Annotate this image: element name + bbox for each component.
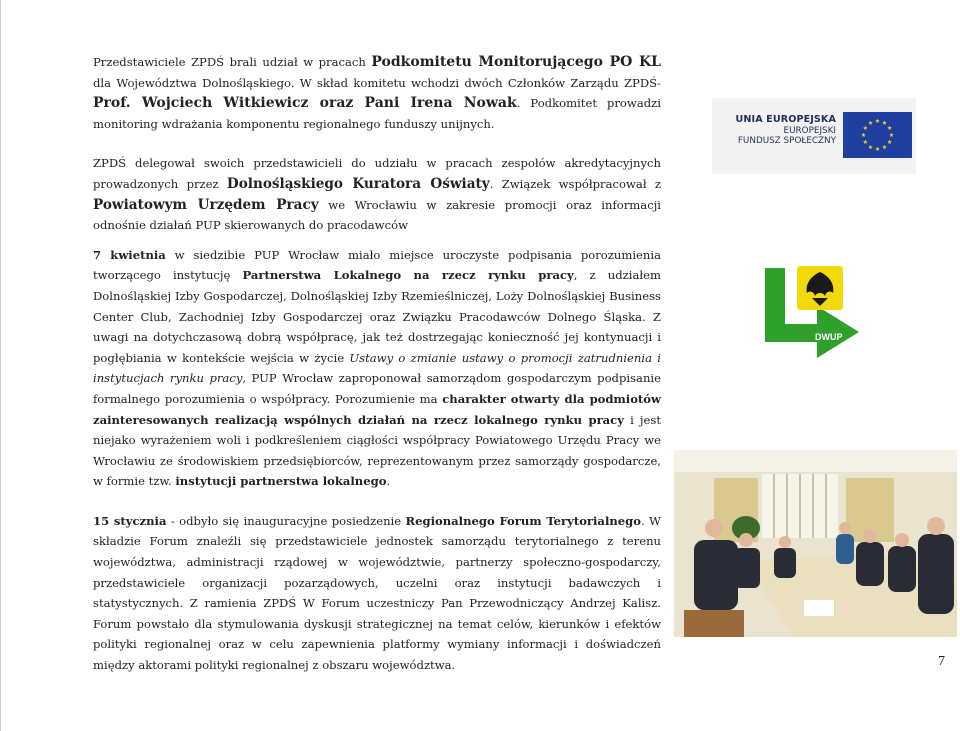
text-run: i jest niejako wyrażeniem woli i podkreśleniem ciągłości współpracy Powiatowego Urzędu Pracy we Wrocławiu ze środowiskiem przedsiębiorców, reprezentowanym przez samorządy gospodarcze, w formie tzw. — [93, 412, 661, 489]
paragraph-kurator — [93, 153, 661, 235]
eu-logo-line2: EUROPEJSKI — [783, 125, 836, 136]
italic-run: Ustawy o zmianie ustawy o promocji zatrudnienia i instytucjach rynku pracy — [93, 350, 661, 386]
paragraph-podkomitet — [93, 52, 661, 134]
text-run: - odbyło się inauguracyjne posiedzenie — [166, 513, 406, 528]
bold-run: Powiatowym Urzędem Pracy — [93, 196, 319, 213]
text-run: . Związek współpracował z — [489, 176, 661, 191]
article-text — [93, 52, 661, 676]
text-run: , z udziałem Dolnośląskiej Izby Gospodarczej, Dolnośląskiej Izby Rzemieślniczej, Loży Dolnośląskiej Business Center Club, Zachodniej Izby Gospodarczej oraz Związku Pracodawców Dolnego Śląska. Z uwagi na dotychczasową dobrą współpracę, jak też dostrzegając konieczność jej kontynuacji i pogłębiania w kontekście wejścia w życie — [93, 268, 661, 365]
eu-logo-text — [726, 115, 836, 147]
page-number: 7 — [938, 654, 945, 669]
dwup-logo — [765, 262, 860, 362]
eu-logo-line3: FUNDUSZ SPOŁECZNY — [737, 136, 836, 146]
meeting-photo — [674, 450, 957, 637]
bold-run: 7 kwietnia — [93, 247, 166, 262]
text-run: ZPDŚ delegował swoich przedstawicieli do udziału w pracach zespołów akredytacyjnych prowadzonych przez — [93, 156, 661, 191]
text-run: we Wrocławiu w zakresie promocji oraz informacji odnośnie działań PUP skierowanych do pracodawców — [93, 197, 661, 233]
bold-run: Prof. Wojciech Witkiewicz oraz Pani Irena Nowak — [93, 95, 517, 112]
bold-run: Partnerstwa Lokalnego na rzecz rynku pracy — [242, 268, 574, 283]
bold-run: Regionalnego Forum Terytorialnego — [405, 513, 641, 528]
eu-flag-icon — [843, 112, 912, 158]
eu-logo-line1: UNIA EUROPEJSKA — [735, 114, 836, 125]
text-run: Przedstawiciele ZPDŚ brali udział w pracach — [93, 55, 372, 69]
text-run: , PUP Wrocław zaproponował samorządom gospodarczym podpisanie formalnego porozumienia o współpracy. Porozumienie ma — [93, 371, 661, 406]
eu-social-fund-logo — [712, 98, 916, 174]
text-run: . Podkomitet prowadzi monitoring wdrażania komponentu regionalnego funduszy unijnych. — [93, 96, 661, 131]
bold-run: charakter otwarty dla podmiotów zainteresowanych realizacją wspólnych działań na rzecz lokalnego rynku pracy — [93, 391, 661, 427]
paragraph-partnerstwo — [93, 245, 661, 492]
dwup-logo-label: DWUP — [815, 332, 843, 342]
text-run: dla Województwa Dolnośląskiego. W skład komitetu wchodzi dwóch Członków Zarządu ZPDŚ- — [93, 75, 661, 90]
text-run: . — [386, 474, 391, 489]
bold-run: Dolnośląskiego Kuratora Oświaty — [226, 175, 490, 192]
paragraph-forum — [93, 511, 661, 676]
bold-run: 15 stycznia — [93, 513, 167, 528]
bold-run: Podkomitetu Monitorującego PO KL — [371, 54, 661, 70]
bold-run: instytucji partnerstwa lokalnego — [175, 474, 387, 489]
page-left-border — [0, 0, 1, 731]
text-run: . W składzie Forum znaleźli się przedstawiciele jednostek samorządu terytorialnego z terenu województwa, administracji rządowej w województwie, partnerzy społeczno-gospodarczy, przedstawiciele organizacji pozarządowych, uczelni oraz instytucji badawczych i statystycznych. Z ramienia ZPDŚ W Forum uczestniczy Pan Przewodniczący Andrzej Kalisz. Forum powstało dla stymulowania dyskusji strategicznej na temat celów, kierunków i efektów polityki regionalnej oraz w celu zapewnienia platformy wymiany informacji i doświadczeń między aktorami polityki regionalnej z obszaru województwa. — [93, 513, 661, 673]
text-run: w siedzibie PUP Wrocław miało miejsce uroczyste podpisania porozumienia tworzącego instytucję — [93, 247, 661, 283]
